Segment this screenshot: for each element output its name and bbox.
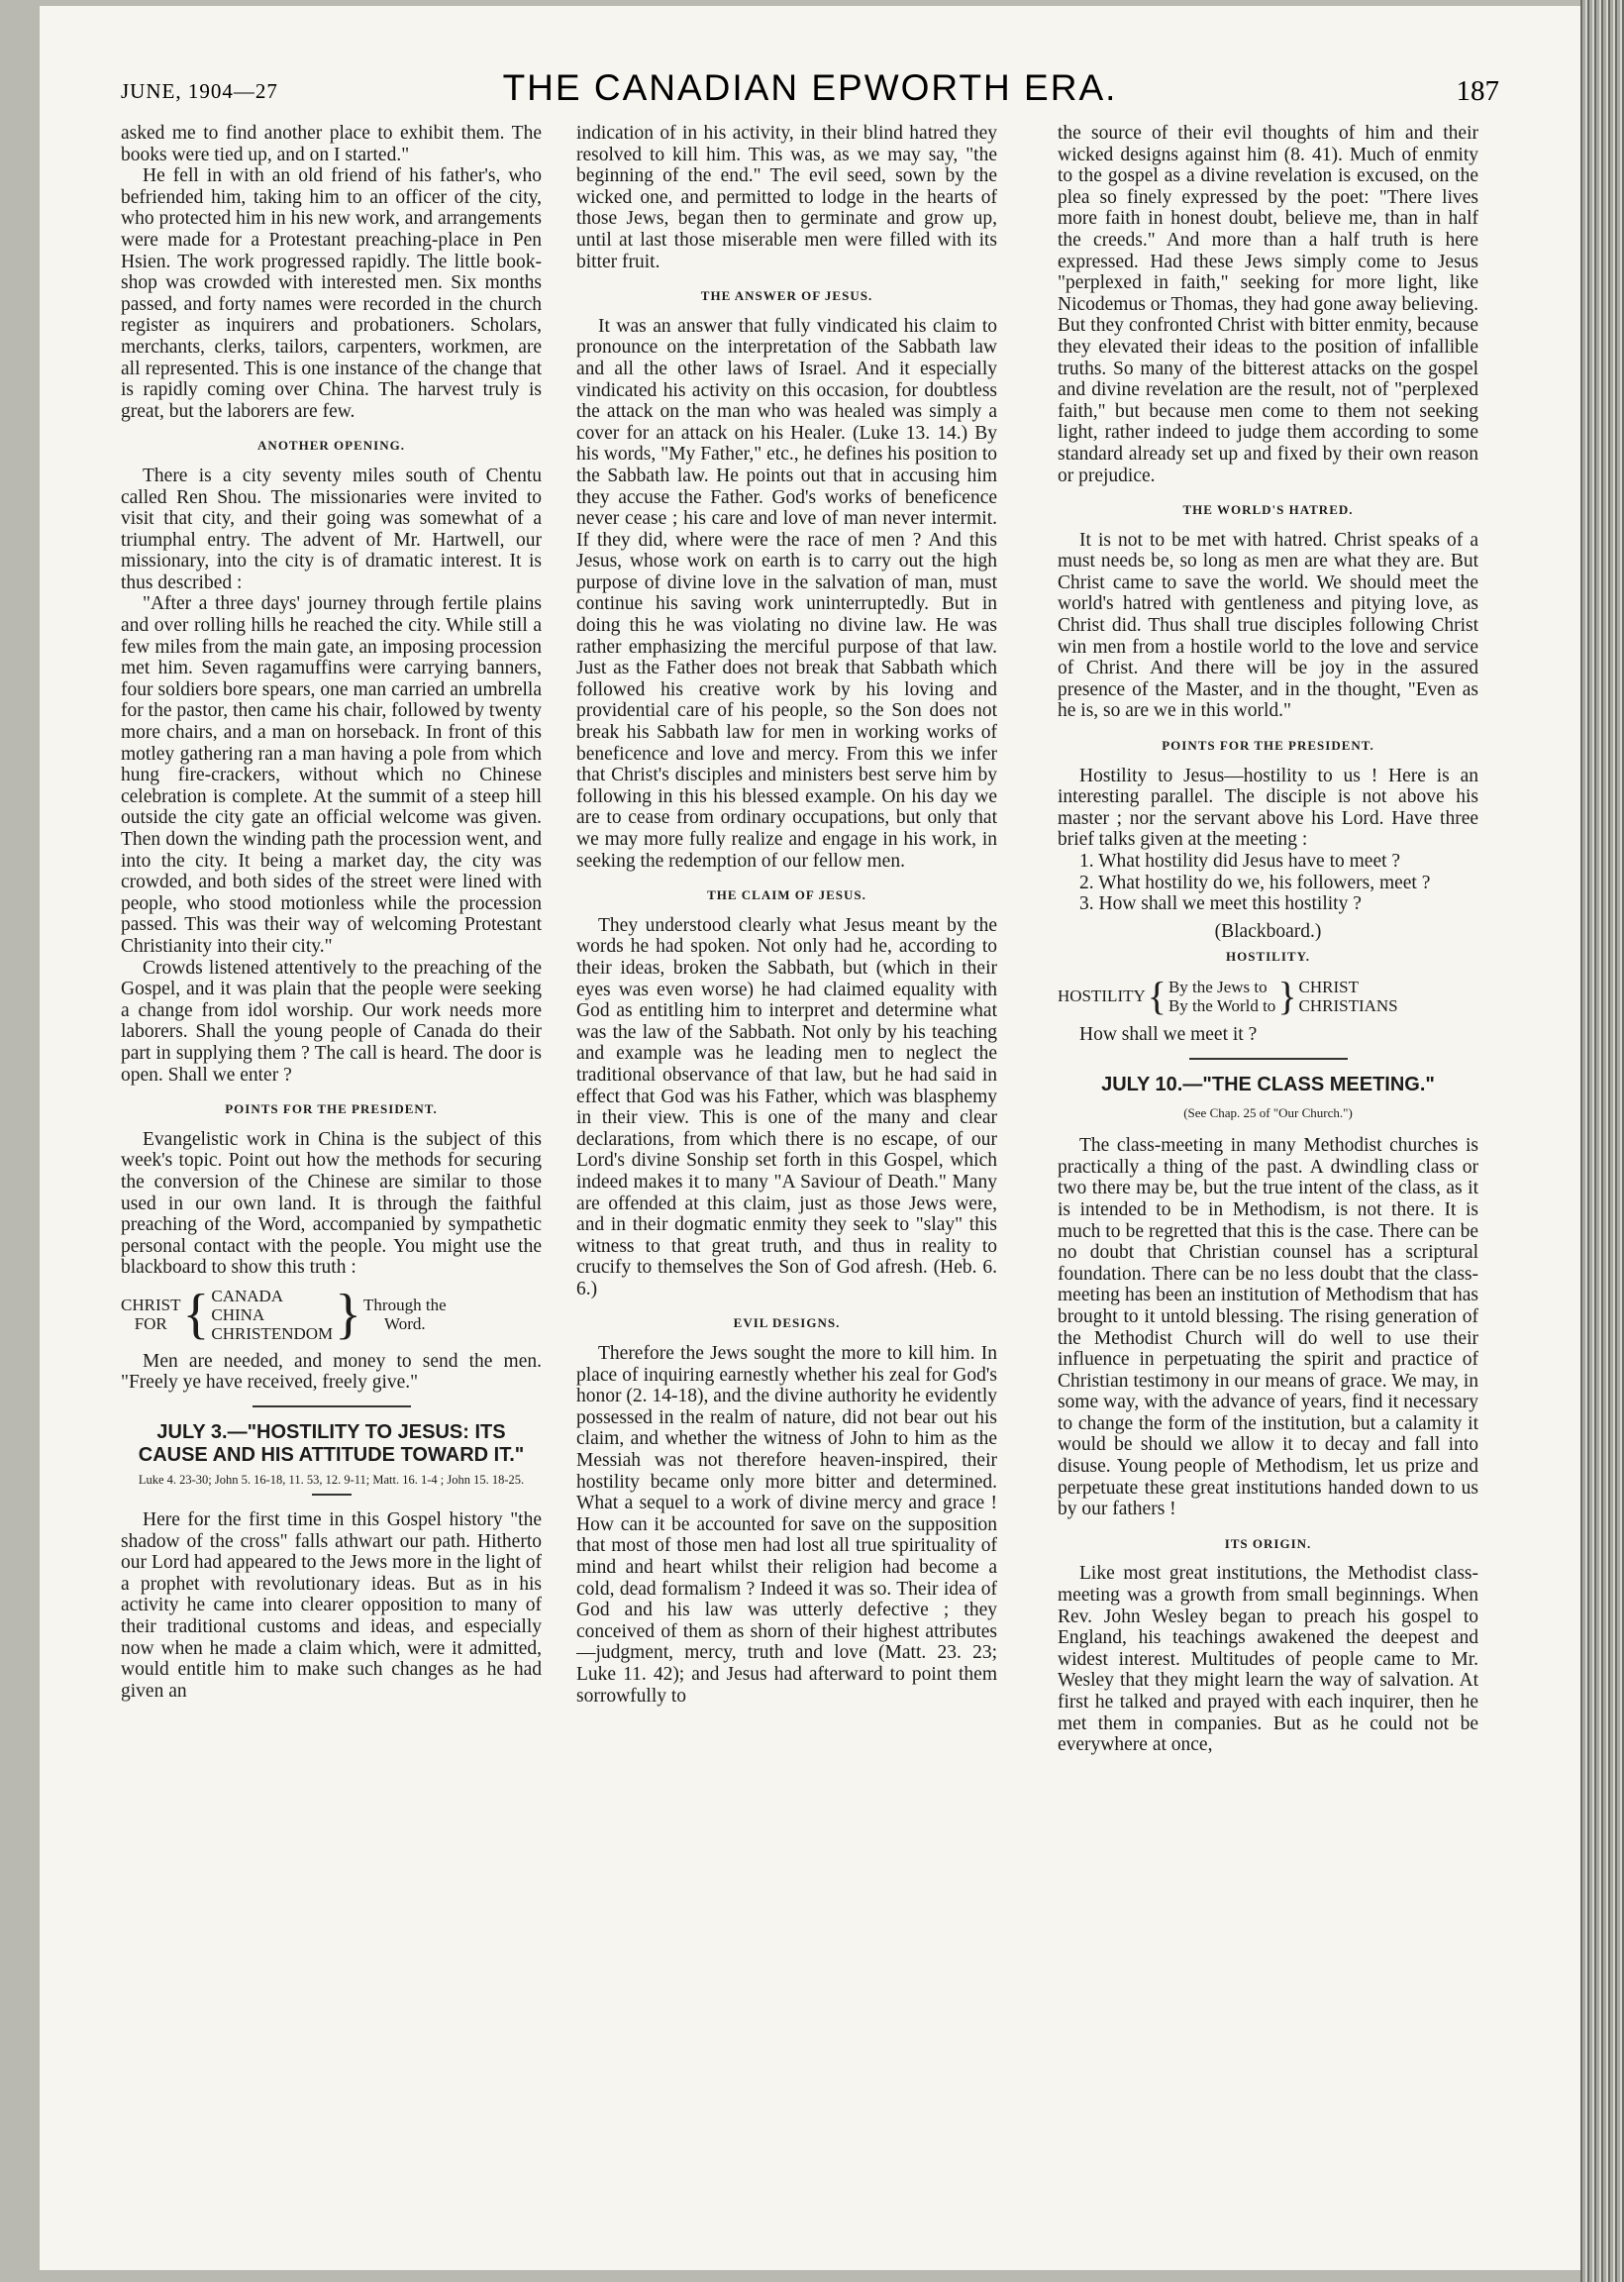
paragraph: Hostility to Jesus—hostility to us ! Here is an interesting parallel. The disciple is not above his master ; nor the servant above his Lord. Have three brief talks given at the meeting : xyxy=(1058,765,1478,851)
diagram-item: CHRISTIANS xyxy=(1298,995,1398,1015)
paragraph: Therefore the Jews sought the more to kill him. In place of inquiring earnestly whether his zeal for God's honor (2. 14-18), and the divine authority he evidently possessed in the realm of nature, did not bear out his claim, and whether the witness of John to him as the Messiah was not therefore heaven-inspired, their hostility became only more bitter and determined. What a sequel to a work of divine mercy and grace ! How can it be accounted for save on the supposition that most of those men had lost all true spirituality of mind and heart whilst their religion had become a cold, dead formalism ? Indeed it was so. Their idea of God and his law was utterly defective ; they conceived of them as shorn of their highest attributes—judgment, mercy, truth and love (Matt. 23. 23; Luke 11. 42); and Jesus had afterward to point them sorrowfully to xyxy=(576,1343,997,1707)
question: 2. What hostility do we, his followers, meet ? xyxy=(1079,872,1431,893)
diagram-item: By the World to xyxy=(1167,995,1276,1015)
blackboard-label: (Blackboard.) xyxy=(1214,920,1322,942)
question: 1. What hostility did Jesus have to meet ? xyxy=(1079,851,1401,872)
brace-close-icon: } xyxy=(1277,973,1297,1018)
paragraph: It was an answer that fully vindicated his claim to pronounce on the interpretation of the Sabbath law and all the other laws of Israel. And it especially vindicated his activity on this occasion, for doubtless the attack on the man who was healed was simply a cover for an attack on his Healer. (Luke 13. 14.) By his words, "My Father," etc., he defines his position to the Sabbath law. He points out that in accusing him they accuse the Father. God's works of beneficence never cease ; his care and love of man never intermit. If they did, where were the race of men ? And this Jesus, whose work on earth is to carry out the high purpose of divine love in the salvation of man, must continue his saving work uninterruptedly. But in doing this he was violating no divine law. He was rather emphasizing the merciful purpose of that law. Just as the Father does not break that Sabbath which followed his creative work by his loving and providential care of his people, so the Son does not break his Sabbath law for men in working works of beneficence and love and mercy. From this we infer that Christ's disciples and ministers best serve him by following in this his blessed example. On his day we are to cease from ordinary occupations, but only that we may more fully realize and engage in his work, in seeking the redemption of our fellow men. xyxy=(576,315,997,872)
subheading: EVIL DESIGNS. xyxy=(733,1315,841,1331)
subheading: POINTS FOR THE PRESIDENT. xyxy=(225,1101,438,1117)
paragraph: There is a city seventy miles south of Chentu called Ren Shou. The missionaries were invited to visit that city, and their going was somewhat of a triumphal entry. The advent of Mr. Hartwell, our missionary, into the city is of dramatic interest. It is thus described : xyxy=(121,465,542,593)
diagram-label: HOSTILITY xyxy=(1058,986,1146,1006)
scripture-references: Luke 4. 23-30; John 5. 16-18, 11. 53, 12. 9-11; Matt. 16. 1-4 ; John 15. 18-25. xyxy=(138,1473,525,1488)
hostility-diagram xyxy=(1058,973,1478,1018)
diagram-item: CHINA xyxy=(211,1304,265,1324)
issue-date: JUNE, 1904—27 xyxy=(121,79,278,103)
paragraph: Here for the first time in this Gospel history "the shadow of the cross" falls athwart our path. Hitherto our Lord had appeared to the Jews more in the light of a prophet with revolutionary ideas. But as in his activity he came into clearer opposition to many of their traditional customs and ideas, and especially now when he made a claim which, were it admitted, would entitle him to make such changes as he had given an xyxy=(121,1509,542,1702)
blackboard-diagram xyxy=(121,1284,542,1346)
page-header xyxy=(121,67,1499,109)
diagram-item: By the Jews to xyxy=(1167,977,1268,996)
diagram-label: Word. xyxy=(384,1314,426,1334)
paragraph: asked me to find another place to exhibit them. The books were tied up, and on I started." xyxy=(121,123,542,165)
subheading: ANOTHER OPENING. xyxy=(257,438,405,454)
paragraph: Men are needed, and money to send the men. "Freely ye have received, freely give." xyxy=(121,1350,542,1394)
lesson-note: (See Chap. 25 of "Our Church.") xyxy=(1183,1104,1353,1120)
short-divider xyxy=(312,1494,352,1496)
book-binding-edge xyxy=(1580,0,1624,2282)
brace-close-icon: } xyxy=(335,1284,362,1346)
paragraph: They understood clearly what Jesus meant by the words he had spoken. Not only had he, according to their ideas, broken the Sabbath, but (which in their eyes was even worse) he had claimed equality with God as entitling him to interpret and determine what was the law of the Sabbath. Not only by his teaching and example was he leading men to neglect the traditional observance of that law, but he had said in effect that God was his Father, which was blasphemy in their view. This is one of the many and clear declarations, from which there is no escape, of our Lord's divine Sonship set forth in this Gospel, which indeed makes it to many "A Saviour of Death." Many are offended at this claim, just as those Jews were, and in their dogmatic enmity they seek to "slay" this witness to that great truth, and thus in reality to crucify to themselves the Son of God afresh. (Heb. 6. 6.) xyxy=(576,914,997,1299)
diagram-label: FOR xyxy=(134,1314,167,1334)
section-divider xyxy=(1189,1058,1348,1060)
section-divider xyxy=(253,1405,411,1407)
diagram-item: CHRIST xyxy=(1298,977,1359,996)
paragraph: Like most great institutions, the Methodist class-meeting was a growth from small beginnings. When Rev. John Wesley began to preach his gospel to England, his teachings awakened the deepest and widest interest. Multitudes of people came to Mr. Wesley that they might learn the way of salvation. At first he talked and prayed with each inquirer, then he met them in companies. But as he could not be everywhere at once, xyxy=(1058,1563,1478,1756)
diagram-item: CANADA xyxy=(211,1286,284,1305)
publication-title: THE CANADIAN EPWORTH ERA. xyxy=(502,67,1118,108)
column-2 xyxy=(576,123,997,2223)
magazine-page xyxy=(40,6,1580,2270)
paragraph: Crowds listened attentively to the preaching of the Gospel, and it was plain that the people were seeking a change from idol worship. Our work needs more laborers. Shall the young people of Canada do their part in supplying them ? The call is heard. The door is open. Shall we enter ? xyxy=(121,957,542,1086)
paragraph: the source of their evil thoughts of him and their wicked designs against him (8. 41). Much of enmity to the gospel as a divine revelation is excused, on the plea so finely expressed by the poet: "There lives more faith in honest doubt, believe me, than in half the creeds." And more than a half truth is here expressed. Had these Jews simply come to Jesus "perplexed in faith," seeking for more light, like Nicodemus or Thomas, they had gone away believing. But they confronted Christ with bitter enmity, because they elevated their ideas to the position of infallible truths. So many of the bitterest attacks on the gospel and divine revelation are the result, not of "perplexed faith," but because men come to them not seeking light, rather indeed to judge them according to some standard already set up and fixed by their own reason or prejudice. xyxy=(1058,123,1478,486)
subheading: THE CLAIM OF JESUS. xyxy=(707,887,866,903)
subheading: HOSTILITY. xyxy=(1225,949,1311,965)
diagram-label: Through the xyxy=(363,1296,447,1315)
lesson-title: JULY 3.—"HOSTILITY TO JESUS: ITS CAUSE AND HIS ATTITUDE TOWARD IT." xyxy=(138,1421,525,1467)
subheading: POINTS FOR THE PRESIDENT. xyxy=(1162,738,1374,754)
diagram-label: CHRIST xyxy=(121,1296,181,1315)
lesson-title: JULY 10.—"THE CLASS MEETING." xyxy=(1101,1073,1435,1095)
paragraph: It is not to be met with hatred. Christ speaks of a must needs be, so long as men are what they are. But Christ came to save the world. We should meet the world's hatred with gentleness and pitying love, as Christ did. Thus shall true disciples following Christ win men from a hostile world to the love and service of Christ. And there will be joy in the assured presence of the Master, and in the thought, "Even as he is, so are we in this world." xyxy=(1058,529,1478,722)
page-number: 187 xyxy=(1456,75,1499,107)
paragraph: indication of in his activity, in their blind hatred they resolved to kill him. This was, as we may say, "the beginning of the end." The evil seed, sown by the wicked one, and permitted to lodge in the hearts of those Jews, began then to germinate and grow up, until at last those miserable men were filled with its bitter fruit. xyxy=(576,123,997,272)
paragraph: He fell in with an old friend of his father's, who befriended him, taking him to an officer of the city, who protected him in his new work, and arrangements were made for a Protestant preaching-place in Pen Hsien. The work progressed rapidly. The little book-shop was crowded with interested men. Six months passed, and forty names were recorded in the church register as inquirers and probationers. Scholars, merchants, clerks, tailors, carpenters, workmen, are all represented. This is one instance of the change that is rapidly coming over China. The harvest truly is great, but the laborers are few. xyxy=(121,165,542,422)
paragraph: How shall we meet it ? xyxy=(1079,1023,1258,1045)
subheading: ITS ORIGIN. xyxy=(1224,1535,1312,1551)
diagram-item: CHRISTENDOM xyxy=(211,1323,334,1343)
brace-open-icon: { xyxy=(1147,973,1167,1018)
paragraph: "After a three days' journey through fertile plains and over rolling hills he reached the city. While still a few miles from the main gate, an imposing procession met him. Seven ragamuffins were carrying banners, four soldiers bore spears, one man carried an umbrella for the pastor, then came his chair, followed by twenty more chairs, and a man on horseback. In front of this motley gathering ran a man having a pole from which hung fire-crackers, without which no Chinese celebration is complete. At the summit of a steep hill outside the city gate an official welcome was given. Then down the winding path the procession went, and into the city. It being a market day, the city was crowded, and both sides of the street were lined with people, who stood motionless while the procession passed. This was their way of welcoming Protestant Christianity into their city." xyxy=(121,593,542,957)
paragraph: The class-meeting in many Methodist churches is practically a thing of the past. A dwindling class or two there may be, but the true intent of the class, as it is intended to be in Methodism, is not there. It is much to be regretted that this is the case. There can be no doubt that Christian counsel has a scriptural foundation. There can be no less doubt that the class-meeting has been an institution of Methodism that has brought to it untold blessing. The rising generation of the Methodist Church will do well to use their influence in perpetuating the spirit and practice of Christian testimony in our means of grace. We may, in some way, with the advance of years, find it necessary to change the form of the institution, but a calamity it would be should we allow it to decay and fall into disuse. Young people of Methodism, let us prize and perpetuate these great institutions handed down to us by our fathers ! xyxy=(1058,1135,1478,1520)
subheading: THE WORLD'S HATRED. xyxy=(1182,502,1354,518)
brace-open-icon: { xyxy=(182,1284,210,1346)
column-3 xyxy=(1058,123,1478,2223)
subheading: THE ANSWER OF JESUS. xyxy=(700,288,873,304)
paragraph: Evangelistic work in China is the subject of this week's topic. Point out how the methods for securing the conversion of the Chinese are similar to those used in our own land. It is through the faithful preaching of the Word, accompanied by sympathetic personal contact with the people. You might use the blackboard to show this truth : xyxy=(121,1128,542,1279)
question: 3. How shall we meet this hostility ? xyxy=(1079,893,1362,915)
column-1 xyxy=(121,123,542,2223)
